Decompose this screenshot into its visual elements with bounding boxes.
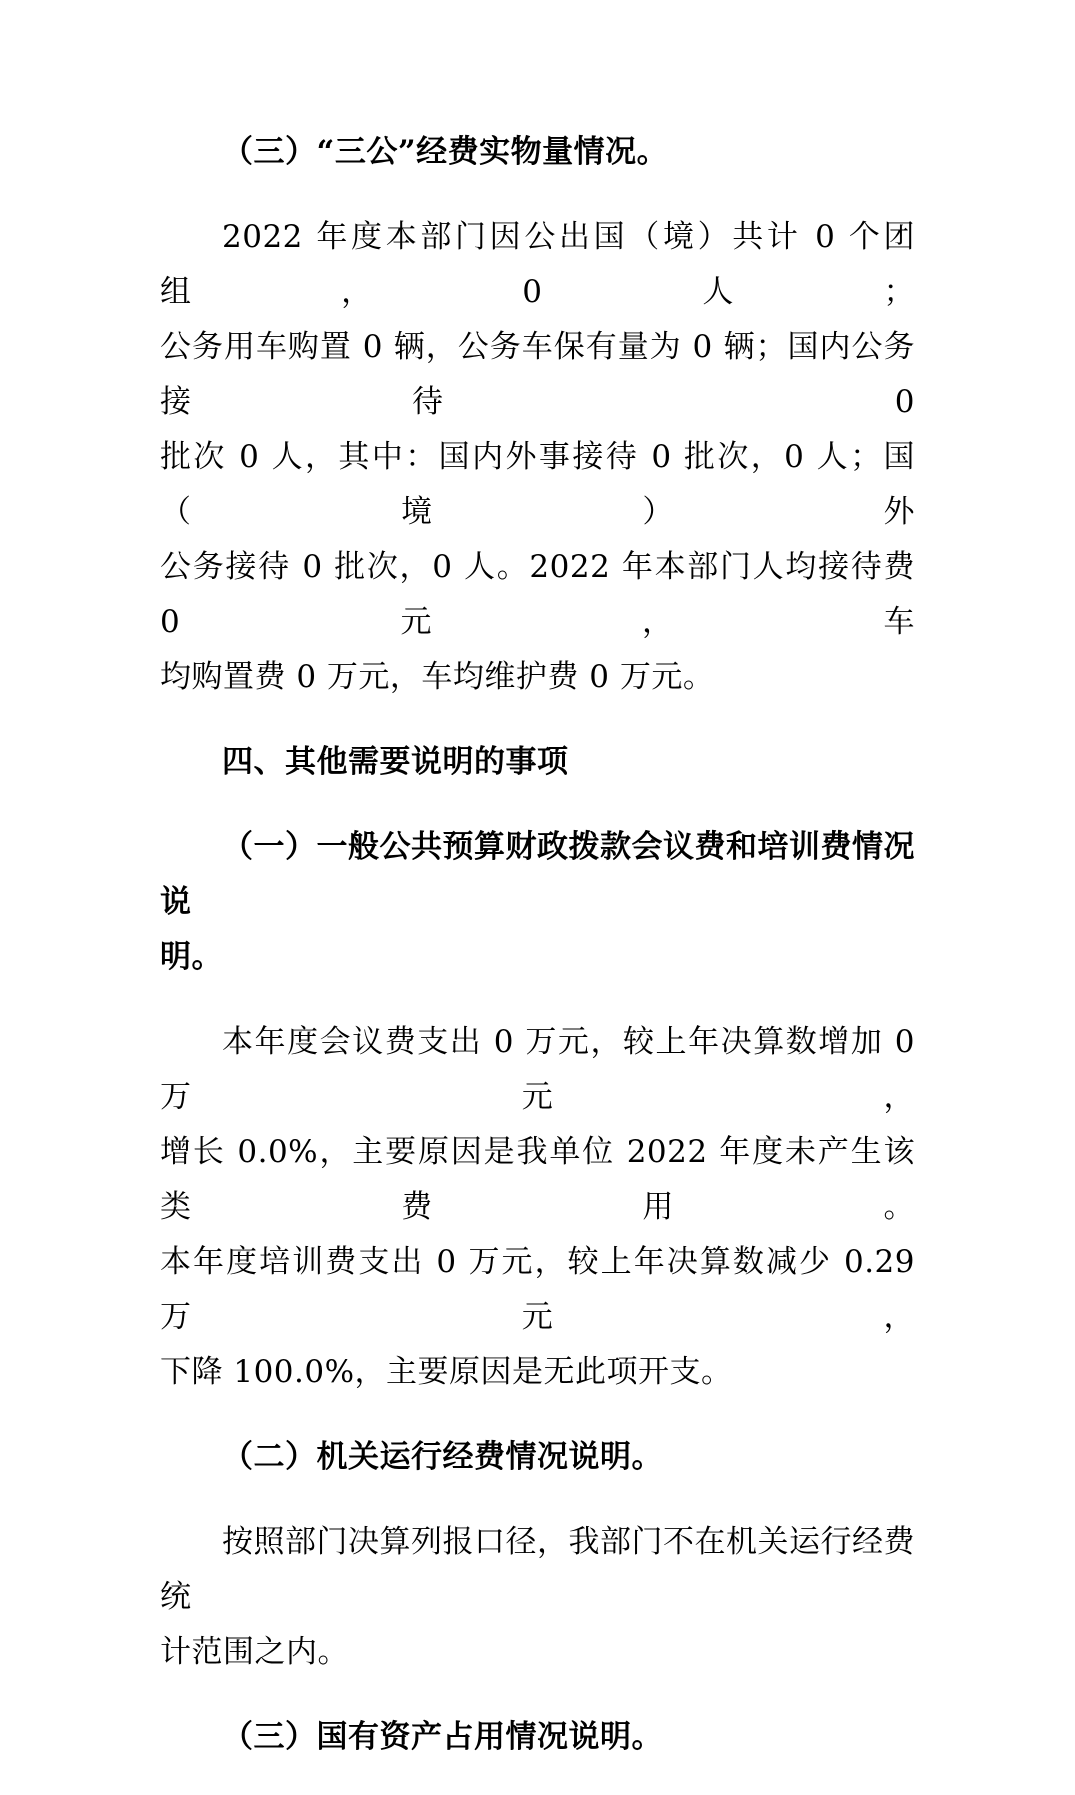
document-content [160,125,915,1795]
section-heading [160,1710,915,1765]
text-line: 均购置费 0 万元，车均维护费 0 万元。 [160,659,715,695]
text-line: 按照部门决算列报口径，我部门不在机关运行经费统 [160,1524,915,1615]
text-line: （二）机关运行经费情况说明。 [222,1439,663,1475]
section-heading [160,1430,915,1485]
paragraph [160,210,915,705]
paragraph [160,1515,915,1680]
text-line: 本年度会议费支出 0 万元，较上年决算数增加 0 万元， [160,1024,915,1115]
text-line: （三）国有资产占用情况说明。 [222,1719,663,1755]
text-line: 本年度培训费支出 0 万元，较上年决算数减少 0.29 万元， [160,1244,915,1335]
text-line: （三）“三公”经费实物量情况。 [222,134,669,170]
section-heading [160,820,915,985]
text-line: 公务用车购置 0 辆，公务车保有量为 0 辆；国内公务接待 0 [160,329,915,420]
text-line: 四、其他需要说明的事项 [222,744,569,780]
text-line: 计范围之内。 [160,1634,349,1670]
paragraph [160,1015,915,1400]
text-line: 2022 年度本部门因公出国（境）共计 0 个团组，0 人； [160,219,915,310]
text-line: 增长 0.0%，主要原因是我单位 2022 年度未产生该类费用。 [160,1134,915,1225]
section-heading [160,125,915,180]
text-line: （一）一般公共预算财政拨款会议费和培训费情况说 [160,829,915,920]
text-line: 下降 100.0%，主要原因是无此项开支。 [160,1354,733,1390]
section-heading [160,735,915,790]
text-line: 批次 0 人，其中：国内外事接待 0 批次，0 人；国（境）外 [160,439,915,530]
text-line: 明。 [160,939,223,975]
text-line: 公务接待 0 批次，0 人。2022 年本部门人均接待费 0 元，车 [160,549,915,640]
